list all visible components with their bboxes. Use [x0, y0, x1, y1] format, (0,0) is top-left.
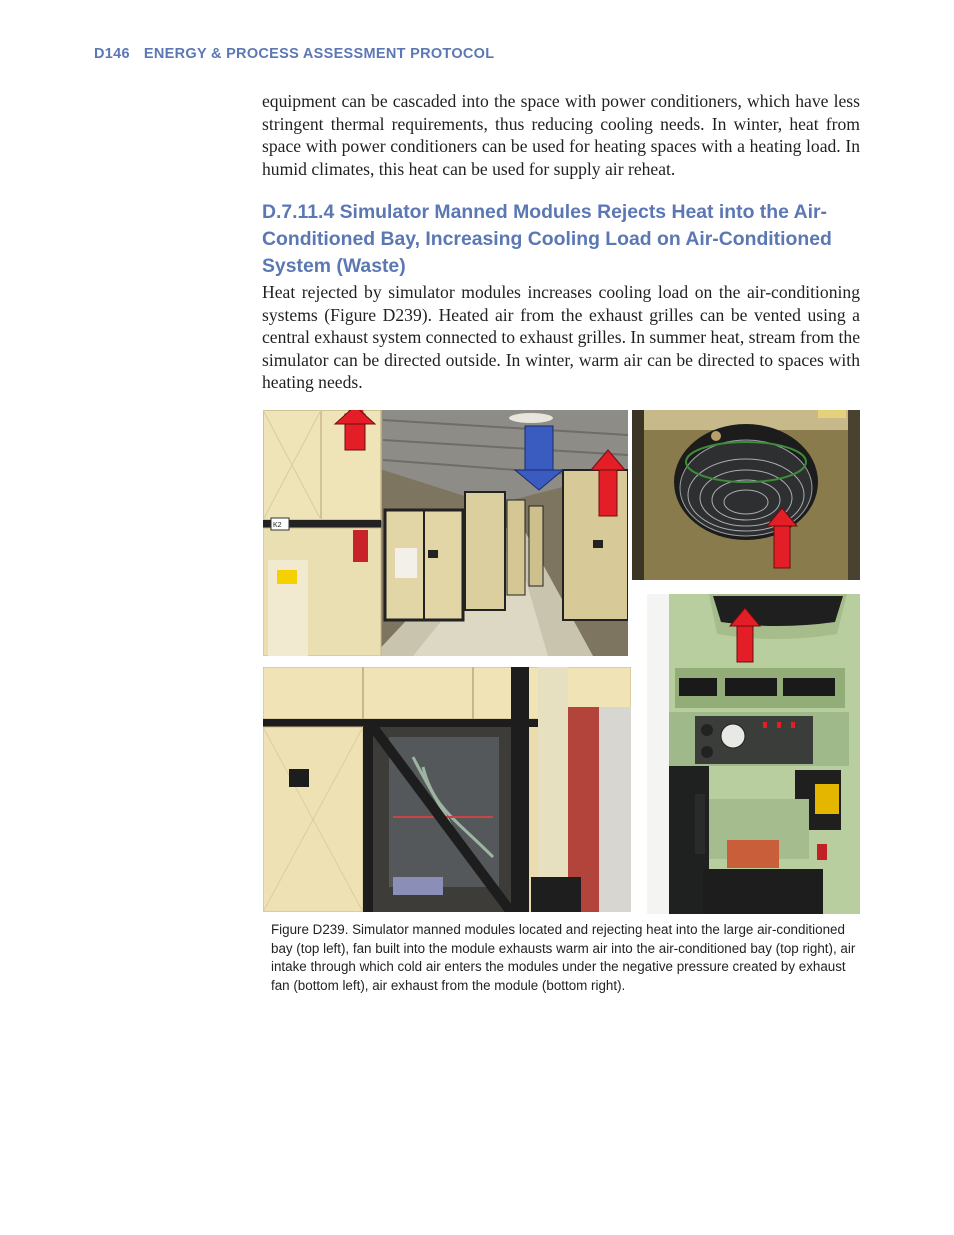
photo-bottom-left-air-intake [263, 667, 631, 912]
section-heading: D.7.11.4 Simulator Manned Modules Rejects Heat into the Air-Conditioned Bay, Increasing Cooling Load on Air-Conditioned System (Waste) [262, 201, 832, 277]
body-paragraph-2: Heat rejected by simulator modules increases cooling load on the air-conditioning systems (Figure D239). Heated air from the exhaust grilles can be vented using a central exhaust system connected to exhaust grilles. In summer heat, stream from the simulator can be directed outside. In winter, warm air can be directed to spaces with heating needs. [262, 282, 860, 393]
photo-top-left-modules-bay [263, 410, 628, 656]
page-number: D146 [94, 46, 130, 62]
module-id-label: K2 [273, 522, 282, 529]
figure-caption: Figure D239. Simulator manned modules located and rejecting heat into the large air-conditioned bay (top left), fan built into the module exhausts warm air into the air-conditioned bay (top right), air intake through which cold air enters the modules under the negative pressure created by exhaust fan (bottom left), air exhaust from the module (bottom right). [271, 922, 856, 993]
photo-top-right-exhaust-fan [632, 410, 860, 580]
running-head [94, 46, 494, 62]
photo-bottom-right-air-exhaust [647, 594, 860, 914]
body-paragraph-1: equipment can be cascaded into the space with power conditioners, which have less stringent thermal requirements, thus reducing cooling needs. In winter, heat from space with power conditioners can be used for heating spaces with a heating load. In humid climates, this heat can be used for supply air reheat. [262, 91, 860, 179]
running-title: ENERGY & PROCESS ASSESSMENT PROTOCOL [143, 46, 495, 62]
